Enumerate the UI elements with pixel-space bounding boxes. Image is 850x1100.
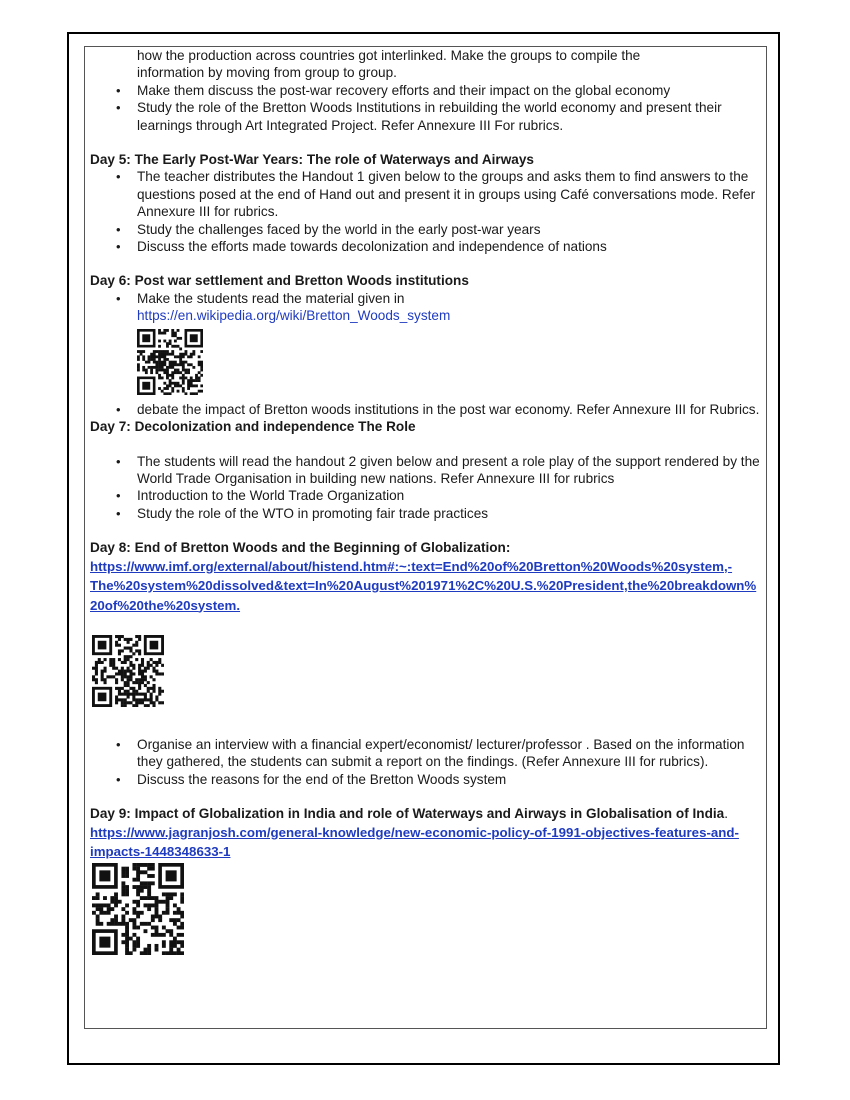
list-item-text: Make the students read the material given in	[137, 290, 405, 306]
jagranjosh-link-line[interactable]: https://www.jagranjosh.com/general-knowledge/new-economic-policy-of-1991-objectives-features-and-	[90, 824, 739, 840]
day9-heading: Day 9: Impact of Globalization in India and role of Waterways and Airways in Globalisation of India.	[90, 806, 729, 822]
list-item	[90, 290, 762, 325]
qr-code-imf	[90, 635, 762, 709]
imf-link-line[interactable]: The%20system%20dissolved&text=In%20August%201971%2C%20U.S.%20President,the%20breakdown%	[90, 578, 757, 594]
list-item: • Study the role of the WTO in promoting fair trade practices	[90, 505, 762, 522]
qr-code-icon	[92, 635, 164, 707]
day8-heading: Day 8: End of Bretton Woods and the Beginning of Globalization:	[90, 540, 511, 556]
wikipedia-link[interactable]: https://en.wikipedia.org/wiki/Bretton_Woods_system	[137, 308, 451, 324]
day5-heading: Day 5: The Early Post-War Years: The role of Waterways and Airways	[90, 152, 534, 168]
list-item: • The teacher distributes the Handout 1 given below to the groups and asks them to find answers to the questions posed at the end of Hand out and present it in groups using Café conversations mode. Refer Annexure III for rubrics.	[90, 168, 762, 220]
list-item: • Make them discuss the post-war recovery efforts and their impact on the global economy	[90, 82, 762, 99]
qr-code-icon	[137, 329, 203, 395]
list-item: • Study the role of the Bretton Woods Institutions in rebuilding the world economy and present their learnings through Art Integrated Project. Refer Annexure III For rubrics.	[90, 99, 762, 134]
jagranjosh-link-line[interactable]: impacts-1448348633-1	[90, 843, 231, 859]
qr-code-icon	[92, 863, 184, 955]
list-item: • The students will read the handout 2 given below and present a role play of the support rendered by the World Trade Organisation in building new nations. Refer Annexure III for rubrics	[90, 453, 762, 488]
imf-link-line[interactable]: https://www.imf.org/external/about/histend.htm#:~:text=End%20of%20Bretton%20Woods%20system,-	[90, 558, 733, 574]
list-item: • Discuss the reasons for the end of the Bretton Woods system	[90, 771, 762, 788]
qr-code-wikipedia	[90, 325, 762, 397]
list-item: • Study the challenges faced by the world in the early post-war years	[90, 221, 762, 238]
list-item: • debate the impact of Bretton woods institutions in the post war economy. Refer Annexure III for Rubrics.	[90, 401, 762, 418]
qr-code-jagranjosh	[90, 861, 762, 955]
list-item: • Organise an interview with a financial expert/economist/ lecturer/professor . Based on the information they gathered, the students can submit a report on the findings. (Refer Annexure III for rubrics).	[90, 736, 762, 771]
imf-link-line[interactable]: 20of%20the%20system.	[90, 597, 241, 613]
jagranjosh-link[interactable]	[90, 823, 762, 861]
document-content	[90, 47, 762, 955]
day7-heading: Day 7: Decolonization and independence The Role	[90, 419, 416, 435]
imf-link[interactable]	[90, 557, 762, 616]
continued-text-line: how the production across countries got interlinked. Make the groups to compile the	[137, 48, 641, 63]
list-item: • Introduction to the World Trade Organization	[90, 487, 762, 504]
continued-text-line: information by moving from group to group.	[137, 65, 397, 81]
day6-heading: Day 6: Post war settlement and Bretton Woods institutions	[90, 273, 469, 289]
list-item: • Discuss the efforts made towards decolonization and independence of nations	[90, 238, 762, 255]
